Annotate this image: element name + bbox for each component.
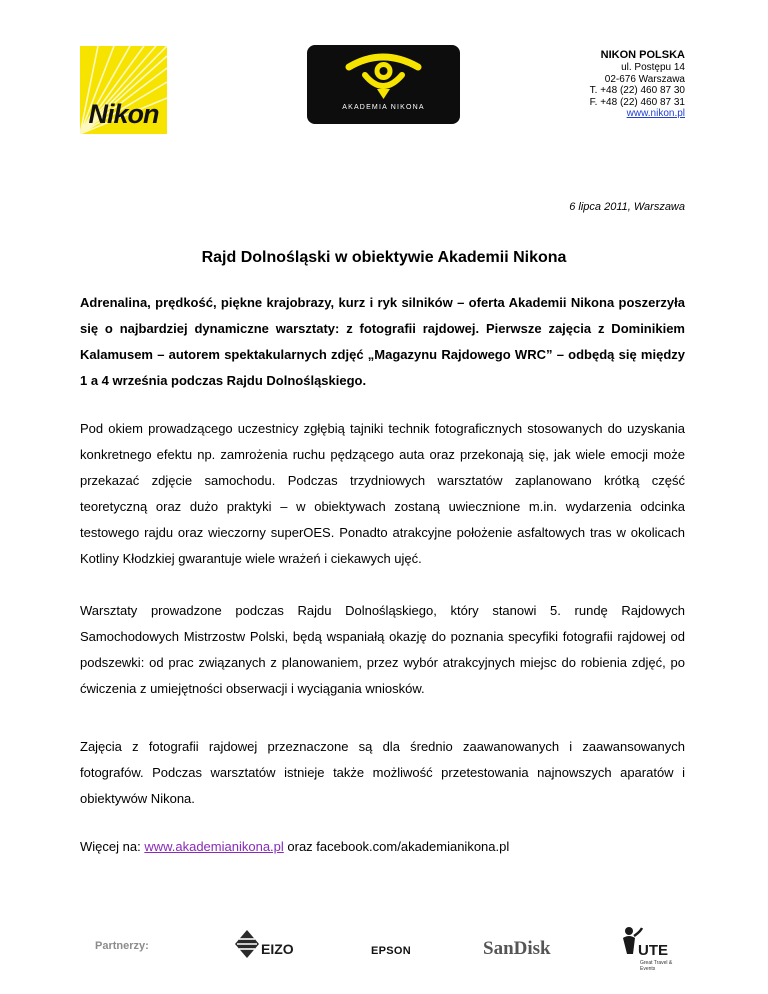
address-phone: T. +48 (22) 460 87 30 — [589, 85, 685, 96]
body-paragraph: Pod okiem prowadzącego uczestnicy zgłębią tajniki technik fotograficznych stosowanych do uzyskania konkretnego efektu np. zamrożenia ruchu pędzącego auta oraz przekonają się, jak wiele emocji może przekazać zdjęcie samochodu. Podczas trzydniowych warsztatów zaplanowano krótką część teoretyczną oraz dużo praktyki – w obiektywach zostaną uwiecznione m.in. wydarzenia odcinka testowego rajdu oraz wieczorny superOES. Ponadto atrakcyjne położenie asfaltowych tras w okolicach Kotliny Kłodzkiej gwarantuje wiele wrażeń i ciekawych ujęć. — [80, 421, 685, 566]
address-fax: F. +48 (22) 460 87 31 — [589, 96, 685, 108]
body-paragraph: Warsztaty prowadzone podczas Rajdu Dolnośląskiego, który stanowi 5. rundę Rajdowych Samochodowych Mistrzostw Polski, będą wspaniałą okazję do poznania specyfiki fotografii rajdowej od podszewki: od prac związanych z planowaniem, przez wybór atrakcyjnych miejsc do robienia zdjęć, po ćwiczenia z umiejętności obserwacji i wyciągania wniosków. — [80, 603, 685, 696]
eizo-logo: EIZO — [261, 941, 294, 957]
dateline: 6 lipca 2011, Warszawa — [569, 201, 685, 213]
company-name: NIKON POLSKA — [600, 49, 685, 61]
more-info-line — [80, 834, 509, 860]
press-release-title: Rajd Dolnośląski w obiektywie Akademii Nikona — [201, 249, 567, 266]
address-city: 02-676 Warszawa — [604, 73, 685, 85]
website-link[interactable]: www.nikon.pl — [626, 108, 685, 119]
epson-logo: EPSON — [371, 945, 412, 957]
akademia-nikona-label: AKADEMIA NIKONA — [342, 104, 425, 111]
ute-tagline: Great Travel & Events — [640, 960, 673, 972]
eizo-mark-icon — [233, 928, 261, 960]
body-paragraph: Zajęcia z fotografii rajdowej przeznaczone są dla średnio zaawanowanych i zaawansowanych fotografów. Podczas warsztatów istnieje także możliwość przetestowania najnowszych aparatów i obiektywów Nikona. — [80, 739, 685, 806]
nikon-wordmark: Nikon — [88, 99, 159, 129]
company-address — [590, 49, 685, 120]
sandisk-logo: SanDisk — [483, 938, 551, 959]
partners-label: Partnerzy: — [95, 940, 149, 952]
akademia-nikona-logo — [307, 45, 460, 124]
lead-paragraph: Adrenalina, prędkość, piękne krajobrazy, kurz i ryk silników – oferta Akademii Nikona poszerzyła się o najbardziej dynamiczne warsztaty: z fotografii rajdowej. Pierwsze zajęcia z Dominikiem Kalamusem – autorem spektakularnych zdjęć „Magazynu Rajdowego WRC” – odbędą się między 1 a 4 września podczas Rajdu Dolnośląskiego. — [80, 295, 685, 388]
partners-footer — [80, 920, 688, 980]
ute-logo: UTE — [638, 942, 668, 959]
akademia-website-link[interactable]: www.akademianikona.pl — [144, 839, 284, 854]
person-arms-raised-icon — [307, 45, 460, 124]
nikon-logo — [80, 46, 167, 134]
address-street: ul. Postępu 14 — [621, 62, 685, 73]
more-info-suffix: oraz facebook.com/akademianikona.pl — [283, 839, 510, 854]
more-info-prefix: Więcej na: — [80, 839, 145, 854]
